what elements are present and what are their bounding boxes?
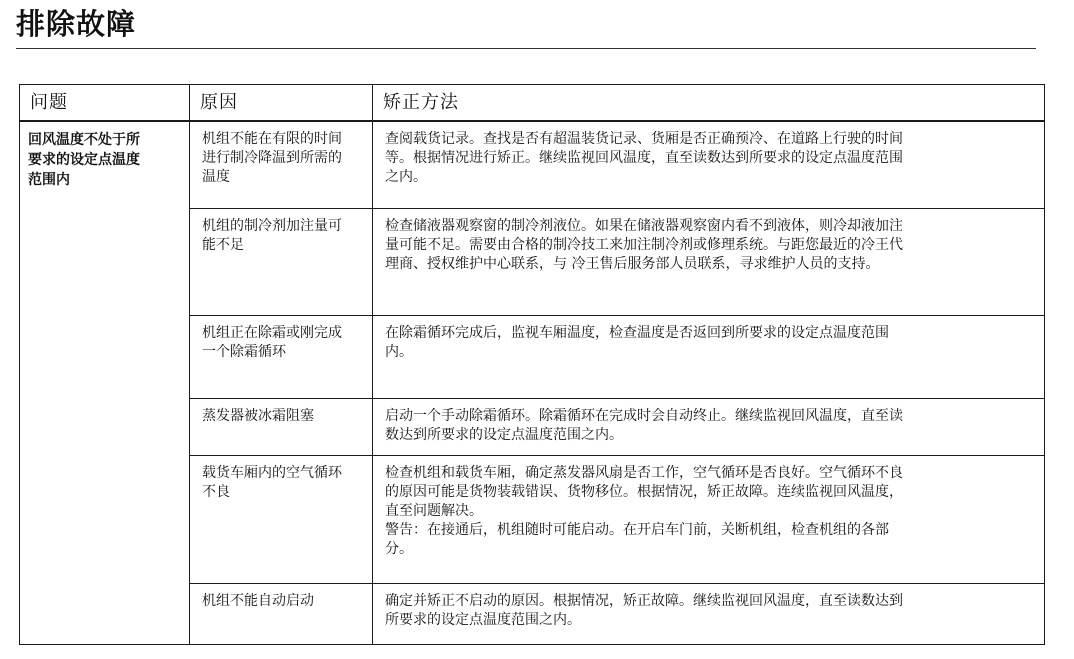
cause-cell	[190, 456, 373, 584]
fix-text: 启动一个手动除霜循环。除霜循环在完成时会自动终止。继续监视回风温度，直至读数达到所要求的设定点温度范围之内。	[385, 408, 903, 443]
cause-text: 机组的制冷剂加注量可能不足	[202, 218, 342, 253]
cause-cell	[190, 316, 373, 399]
warning-text: 警告：在接通后，机组随时可能启动。在开启车门前，关断机组，检查机组的各部分。	[385, 522, 889, 557]
cause-text: 载货车厢内的空气循环不良	[202, 465, 342, 500]
fix-cell	[373, 209, 1045, 316]
fix-text: 检查机组和载货车厢，确定蒸发器风扇是否工作，空气循环是否良好。空气循环不良的原因可能是货物装载错误、货物移位。根据情况，矫正故障。连续监视回风温度，直至问题解决。	[385, 465, 903, 519]
cause-cell	[190, 209, 373, 316]
fix-cell	[373, 121, 1045, 209]
cause-text: 机组不能自动启动	[202, 593, 314, 609]
fix-text: 确定并矫正不启动的原因。根据情况，矫正故障。继续监视回风温度，直至读数达到所要求的设定点温度范围之内。	[385, 593, 903, 628]
header-fix: 矫正方法	[373, 85, 1045, 122]
table-row	[20, 121, 1045, 209]
fix-cell	[373, 399, 1045, 456]
cause-text: 机组正在除霜或刚完成一个除霜循环	[202, 325, 342, 360]
issue-cell	[20, 121, 190, 645]
fix-cell	[373, 456, 1045, 584]
table-header-row	[20, 85, 1045, 122]
fix-text: 检查储液器观察窗的制冷剂液位。如果在储液器观察窗内看不到液体，则冷却液加注量可能不足。需要由合格的制冷技工来加注制冷剂或修理系统。与距您最近的冷王代理商、授权维护中心联系，与 冷王售后服务部人员联系，寻求维护人员的支持。	[385, 218, 903, 272]
title-divider	[16, 48, 1036, 49]
fix-cell	[373, 584, 1045, 645]
fix-text: 在除霜循环完成后，监视车厢温度，检查温度是否返回到所要求的设定点温度范围内。	[385, 325, 889, 360]
cause-text: 蒸发器被冰霜阻塞	[202, 408, 314, 424]
header-issue: 问题	[20, 85, 190, 122]
header-cause: 原因	[190, 85, 373, 122]
issue-text: 回风温度不处于所要求的设定点温度范围内	[28, 132, 140, 188]
cause-text: 机组不能在有限的时间进行制冷降温到所需的温度	[202, 131, 342, 185]
page-title: 排除故障	[16, 7, 137, 41]
troubleshooting-table	[19, 84, 1045, 645]
cause-cell	[190, 399, 373, 456]
cause-cell	[190, 121, 373, 209]
cause-cell	[190, 584, 373, 645]
fix-cell	[373, 316, 1045, 399]
fix-text: 查阅载货记录。查找是否有超温装货记录、货厢是否正确预冷、在道路上行驶的时间等。根据情况进行矫正。继续监视回风温度，直至读数达到所要求的设定点温度范围之内。	[385, 131, 903, 185]
